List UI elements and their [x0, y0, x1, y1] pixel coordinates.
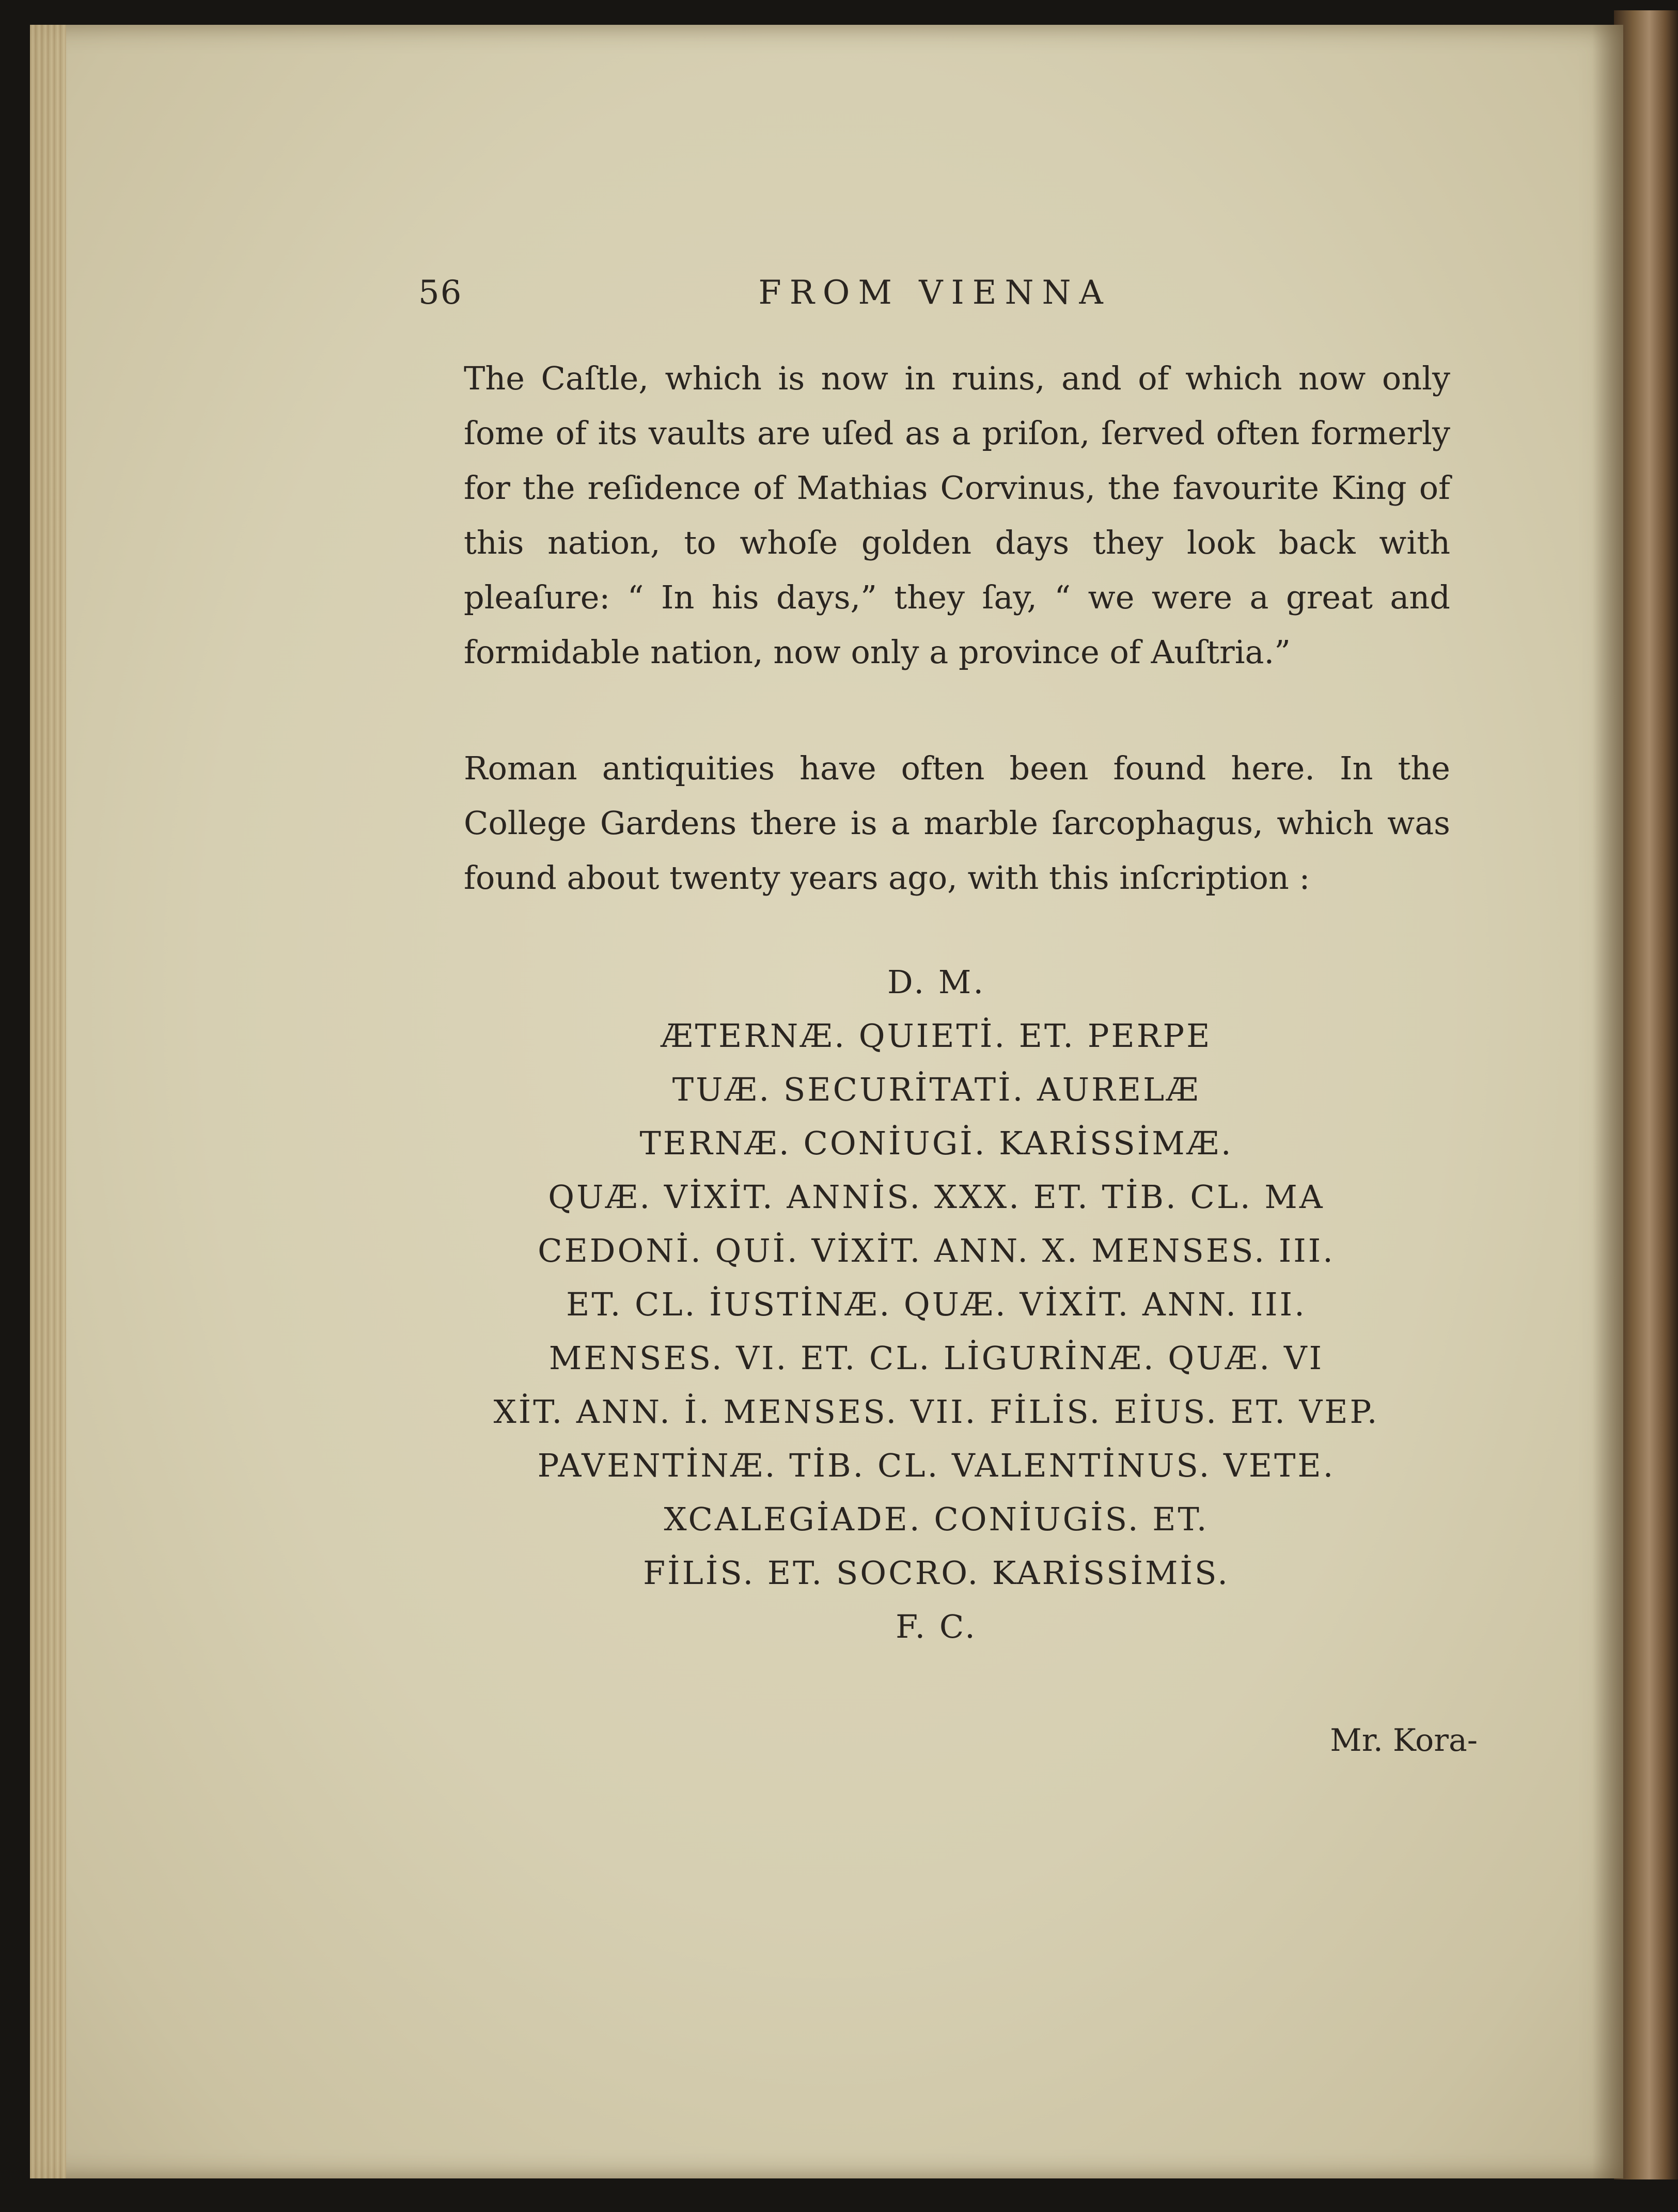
book-edge: [1614, 10, 1678, 2179]
inscription-line: TUÆ. SECURİTATİ. AURELÆ: [672, 1071, 1201, 1108]
inscription-line: XİT. ANN. İ. MENSES. VII. FİLİS. EİUS. ET. VEP.: [493, 1393, 1379, 1431]
inscription-line: D. M.: [887, 963, 986, 1001]
paragraph-text: Roman antiquities have often been found here. In the College Gardens there is a marble ſarcophagus, which was found about twenty years ago, with this inſcription :: [464, 749, 1450, 897]
paragraph-text: The Caſtle, which is now in ruins, and of which now only ſome of its vaults are uſed as a priſon, ſerved often formerly for the reſidence of Mathias Corvinus, the favourite King of this nation, to whoſe golden days they look back with pleaſure: “ In his days,” they ſay, “ we were a great and formidable nation, now only a province of Auſtria.”: [464, 359, 1450, 671]
inscription-line: PAVENTİNÆ. TİB. CL. VALENTİNUS. VETE.: [537, 1447, 1336, 1484]
inscription-line: FİLİS. ET. SOCRO. KARİSSİMİS.: [643, 1554, 1230, 1592]
inscription-line: QUÆ. VİXİT. ANNİS. XXX. ET. TİB. CL. MA: [548, 1178, 1325, 1216]
catchword: Mr. Kora-: [1330, 1722, 1478, 1759]
inscription-block: [422, 955, 1450, 1654]
paragraph-antiquities: [422, 741, 1450, 905]
inscription-line: TERNÆ. CONİUGİ. KARİSSİMÆ.: [639, 1124, 1233, 1162]
page-number: 56: [418, 274, 463, 312]
inscription-line: ÆTERNÆ. QUIETİ. ET. PERPE: [661, 1017, 1212, 1055]
inscription-line: XCALEGİADE. CONİUGİS. ET.: [664, 1500, 1209, 1538]
inscription-line: MENSES. VI. ET. CL. LİGURİNÆ. QUÆ. VI: [548, 1339, 1324, 1377]
inscription-line: ET. CL. İUSTİNÆ. QUÆ. VİXİT. ANN. III.: [566, 1285, 1307, 1323]
paragraph-castle: [422, 351, 1450, 680]
running-head: FROM VIENNA: [758, 274, 1111, 312]
page-header: [418, 274, 1451, 331]
inscription-line: CEDONİ. QUİ. VİXİT. ANN. X. MENSES. III.: [538, 1232, 1335, 1269]
inscription-line: F. C.: [896, 1608, 977, 1645]
